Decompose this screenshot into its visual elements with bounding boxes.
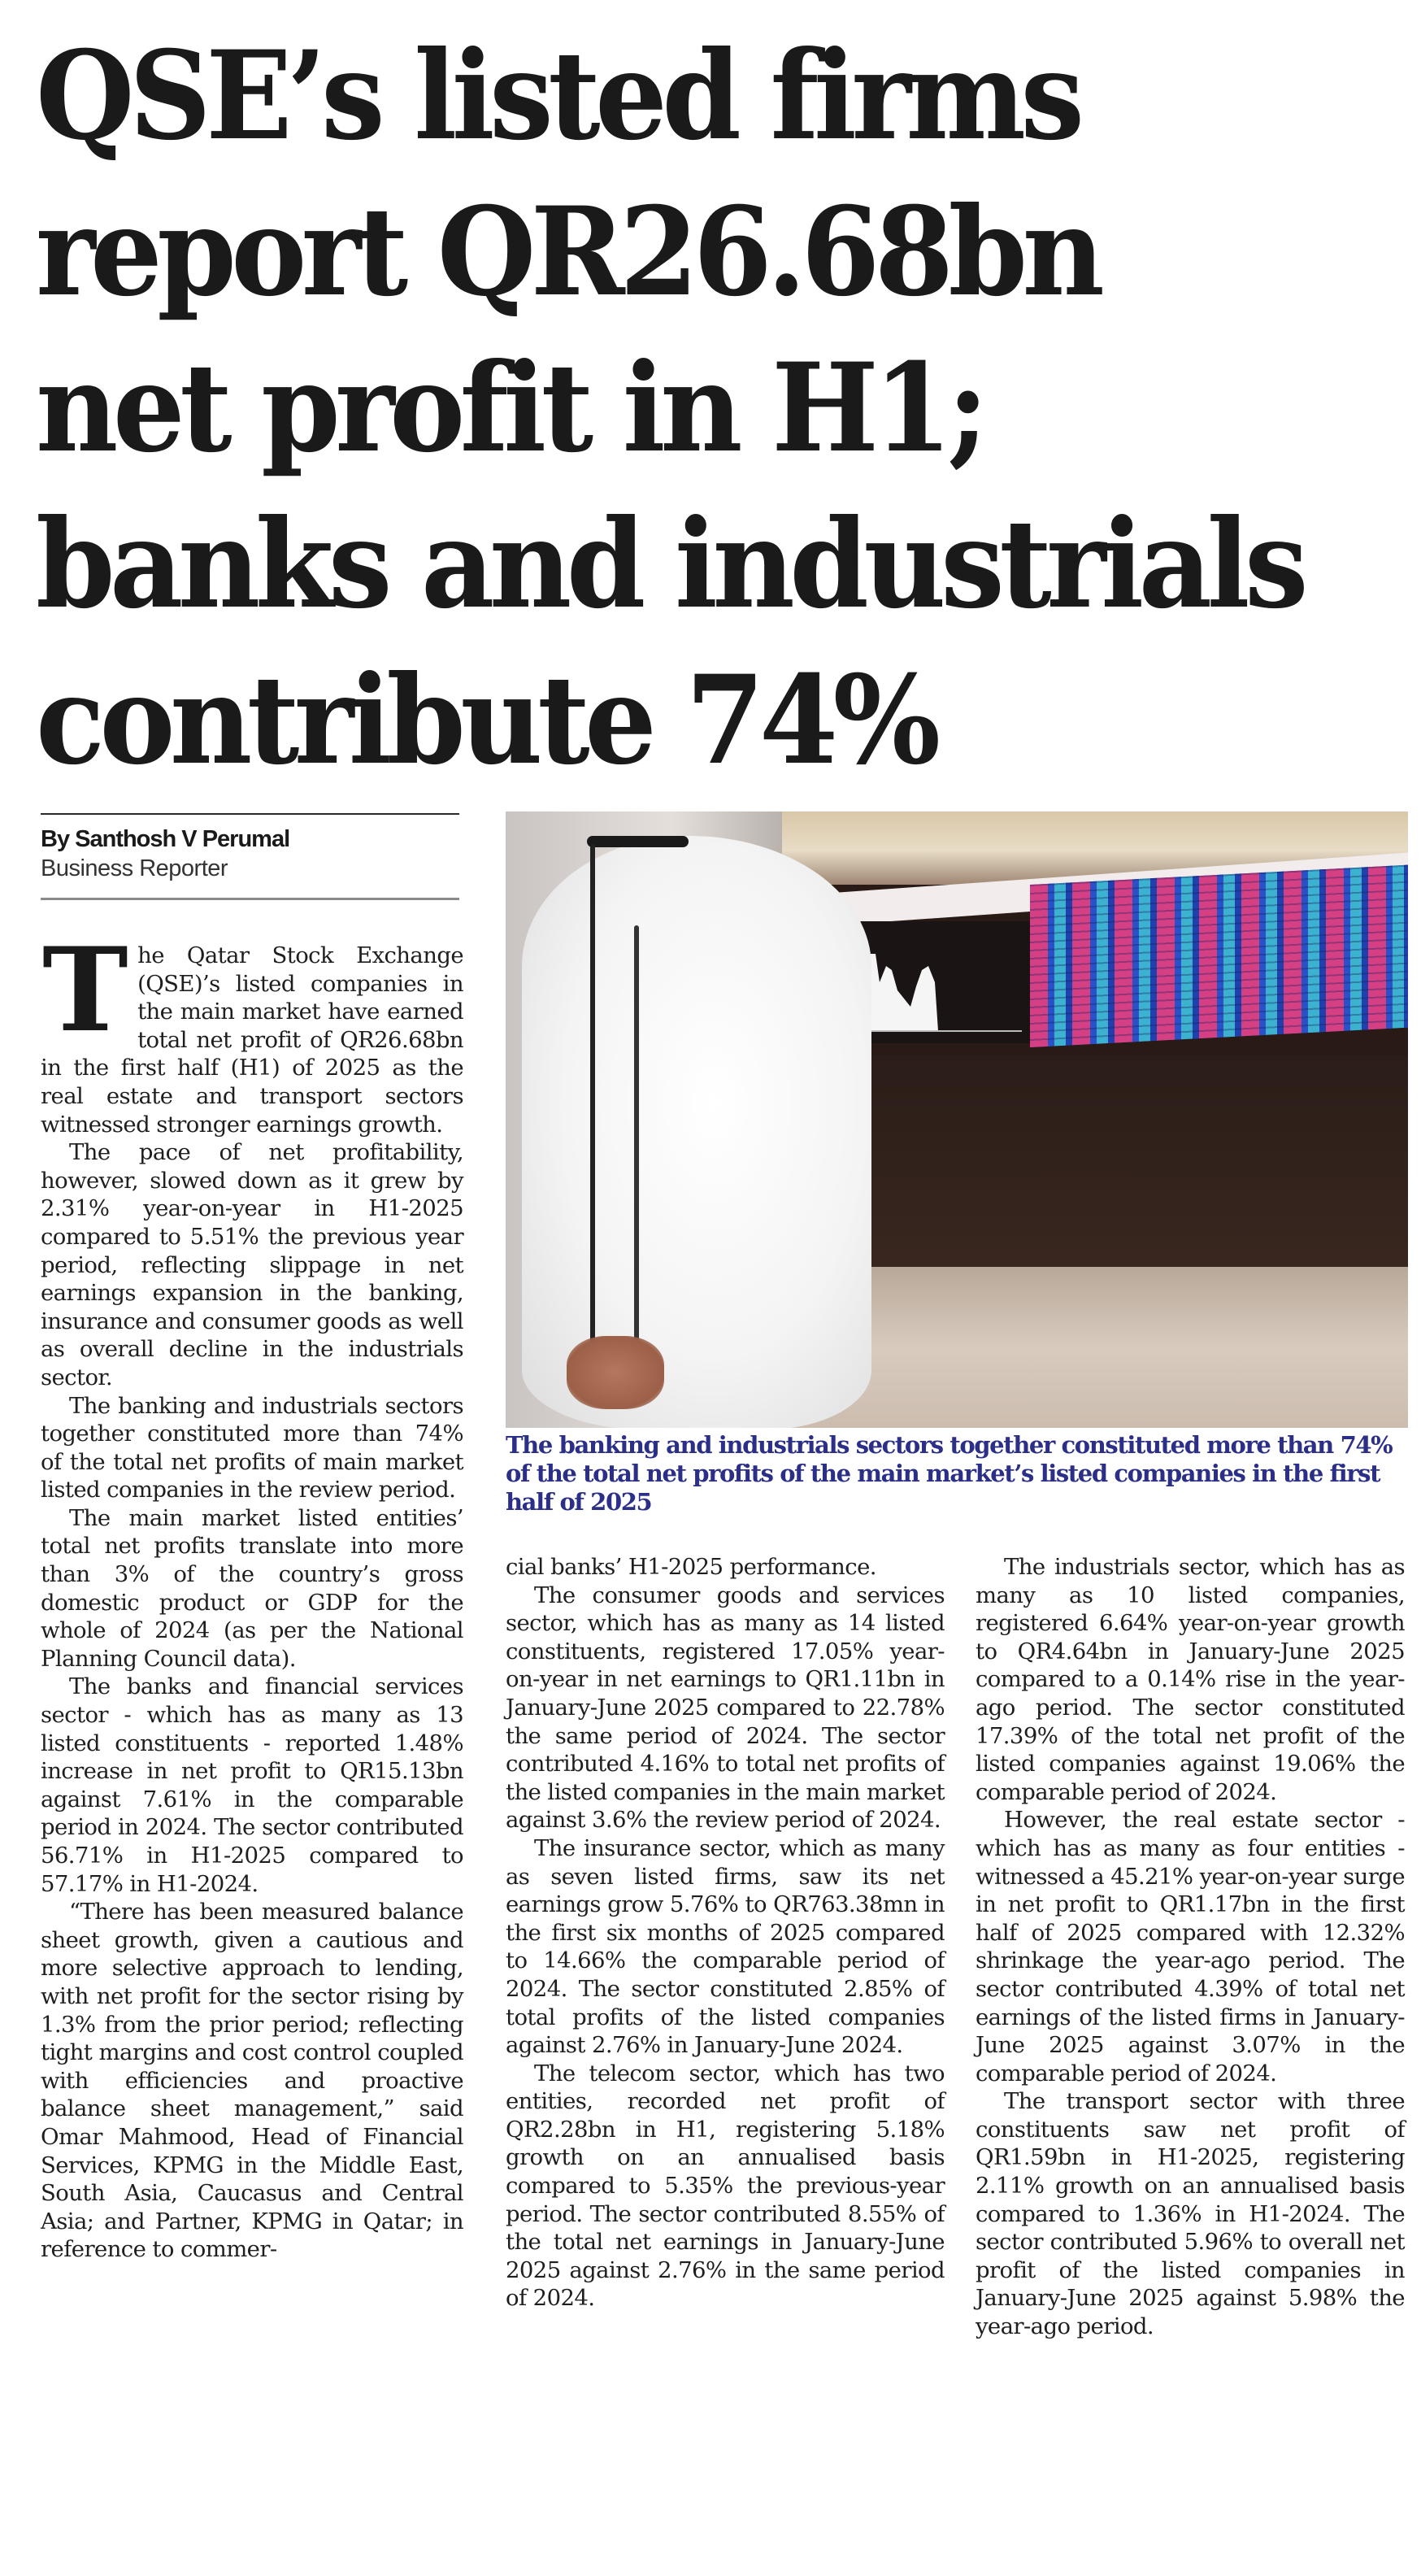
drop-cap: T xyxy=(42,923,128,1058)
photo-hands xyxy=(567,1336,664,1409)
article-paragraph: The banks and financial services sector - which has as many as 13 listed constituents - reported 1.48% increase in net profit to QR15.13bn against 7.61% in the comparable period in 2024. The sector contributed 56.71% in H1-2025 compared to 57.17% in H1-2024. xyxy=(41,1673,463,1897)
byline xyxy=(41,825,463,883)
byline-role: Business Reporter xyxy=(41,855,228,881)
photo-lower-wall xyxy=(782,1055,1408,1291)
article-column-1 xyxy=(41,923,463,2264)
article-paragraph xyxy=(41,923,463,1138)
byline-author: By Santhosh V Perumal xyxy=(41,826,290,852)
headline-line: report QR26.68bn xyxy=(36,181,1100,324)
photo-index-chart xyxy=(847,921,1030,1043)
headline-line: QSE’s listed firms xyxy=(36,24,1080,168)
headline xyxy=(36,18,1314,798)
byline-bottom-rule xyxy=(41,898,459,900)
article-paragraph: cial banks’ H1-2025 performance. xyxy=(506,1554,876,1580)
photo-stock-board xyxy=(1030,865,1408,1047)
paragraph-text: he Qatar Stock Exchange (QSE)’s listed companies in the main market have earned total net profit of QR26.68bn in the first half (H1) of 2025 as the real estate and transport sectors witnessed stronger earnings growth. xyxy=(41,942,463,1138)
article-paragraph: The consumer goods and services sector, which has as many as 14 listed constituents, registered 17.05% year-on-year in net earnings to QR1.11bn in January-June 2025 compared to 22.78% the same period of 2024. The sector contributed 4.16% to total net profits of the listed companies in the main market against 3.6% the review period of 2024. xyxy=(506,1582,945,1834)
article-paragraph: However, the real estate sector - which has as many as four entities - witnessed a 45.21% year-on-year surge in net profit to QR1.17bn in the first half of 2025 compared with 12.32% shrinkage the year-ago period. The sector contributed 4.39% of total net earnings of the listed firms in January-June 2025 against 3.07% in the comparable period of 2024. xyxy=(976,1807,1405,2086)
article-paragraph: “There has been measured balance sheet growth, given a cautious and more selective approach to lending, with net profit for the sector rising by 1.3% from the prior period; reflecting tight margins and cost control coupled with efficiencies and proactive balance sheet management,” said Omar Mahmood, Head of Financial Services, KPMG in the Middle East, South Asia, Caucasus and Central Asia; and Partner, KPMG in Qatar; in reference to commer- xyxy=(41,1899,463,2263)
article-column-2 xyxy=(506,1553,945,2313)
photo-agal xyxy=(587,836,689,847)
article-paragraph: The insurance sector, which as many as seven listed firms, saw its net earnings grow 5.76% to QR763.38mn in the first six months of 2025 compared to 14.66% the comparable period of 2024. The sector constituted 2.85% of total profits of the listed companies against 2.76% in January-June 2024. xyxy=(506,1834,945,2059)
photo-agal-cord xyxy=(634,925,639,1364)
article-paragraph: The pace of net profitability, however, slowed down as it grew by 2.31% year-on-year in H1-2025 compared to 5.51% the previous year period, reflecting slippage in net earnings expansion in the banking, insurance and consumer goods as well as overall decline in the industrials sector. xyxy=(41,1139,463,1390)
photo-agal-cord xyxy=(590,844,595,1364)
photo-man-figure xyxy=(522,836,871,1428)
article-paragraph: The telecom sector, which has two entities, recorded net profit of QR2.28bn in H1, registering 5.18% growth on an annualised basis compared to 5.35% the previous-year period. The sector contributed 8.55% of the total net earnings in January-June 2025 against 2.76% in the same period of 2024. xyxy=(506,2060,945,2312)
article-paragraph: The transport sector with three constituents saw net profit of QR1.59bn in H1-2025, registering 2.11% growth on an annualised basis compared to 1.36% in H1-2024. The sector contributed 5.96% to overall net profit of the listed companies in January-June 2025 against 5.98% the year-ago period. xyxy=(976,2088,1405,2340)
article-paragraph: The industrials sector, which has as many as 10 listed companies, registered 6.64% year-on-year growth to QR4.64bn in January-June 2025 compared to a 0.14% rise in the year-ago period. The sector constituted 17.39% of the total net profit of the listed companies against 19.06% the comparable period of 2024. xyxy=(976,1554,1405,1805)
article-column-3 xyxy=(976,1553,1405,2341)
headline-line: banks and industrials xyxy=(36,493,1304,636)
photo-caption: The banking and industrials sectors together constituted more than 74% of the total net profits of the main market’s listed companies in the first half of 2025 xyxy=(506,1431,1393,1516)
article-paragraph: The banking and industrials sectors together constituted more than 74% of the total net profits of main market listed companies in the review period. xyxy=(41,1392,463,1503)
headline-line: contribute 74% xyxy=(36,649,936,792)
article-paragraph: The main market listed entities’ total net profits translate into more than 3% of the country’s gross domestic product or GDP for the whole of 2024 (as per the National Planning Council data). xyxy=(41,1504,463,1672)
headline-line: net profit in H1; xyxy=(36,337,984,480)
byline-top-rule xyxy=(41,813,459,815)
article-photo xyxy=(506,812,1408,1428)
